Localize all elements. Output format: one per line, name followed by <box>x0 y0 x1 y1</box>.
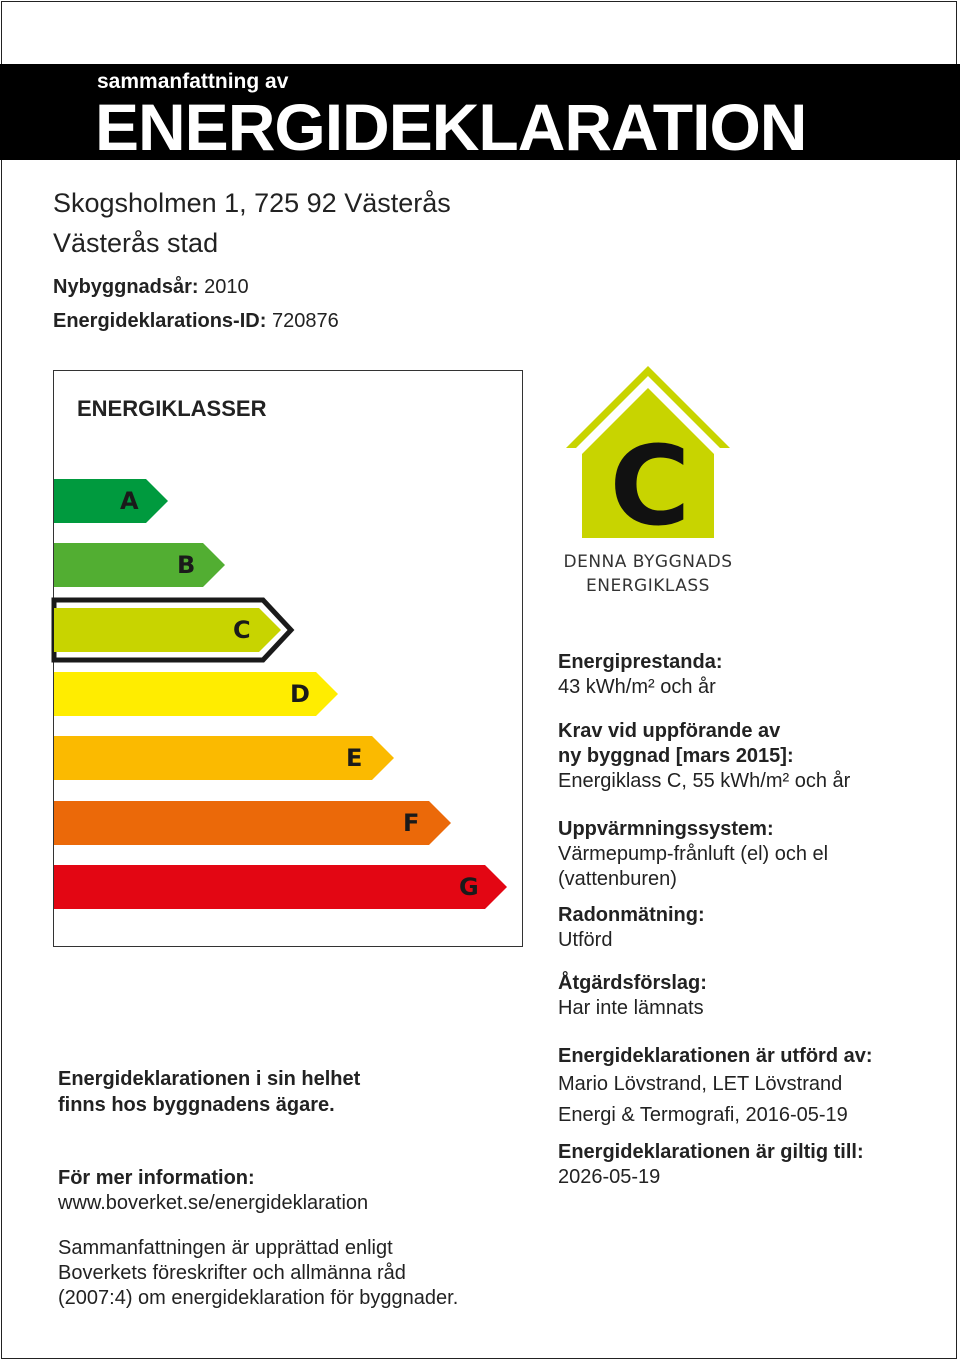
rating-letter: C <box>609 422 691 538</box>
requirement-label-line2: ny byggnad [mars 2015]: <box>558 745 794 767</box>
build-year-row <box>53 276 249 299</box>
performance-value: 43 kWh/m² och år <box>558 676 716 698</box>
heating-value-line1: Värmepump-frånluft (el) och el <box>558 843 829 865</box>
energy-class-arrow-e <box>54 736 402 780</box>
owner-note-line1: Energideklarationen i sin helhet <box>58 1068 361 1090</box>
declaration-id-label: Energideklarations-ID: <box>53 310 267 332</box>
header-subtitle: sammanfattning av <box>97 70 289 93</box>
rating-caption <box>558 550 738 598</box>
legal-note-line1: Sammanfattningen är upprättad enligt <box>58 1237 393 1259</box>
energy-class-letter-g: G <box>459 873 479 901</box>
heating-label: Uppvärmningssystem: <box>558 818 774 840</box>
energy-class-letter-e: E <box>346 744 363 772</box>
heating-value-line2: (vattenburen) <box>558 868 677 890</box>
energy-class-arrow-f <box>54 801 459 845</box>
build-year-label: Nybyggnadsår: <box>53 276 199 298</box>
header-title: ENERGIDEKLARATION <box>95 90 807 164</box>
energy-class-arrow-g <box>54 865 515 909</box>
energy-class-letter-a: A <box>120 487 139 515</box>
info-label: För mer information: <box>58 1167 255 1189</box>
performance-label: Energiprestanda: <box>558 651 723 673</box>
energy-class-letter-b: B <box>177 551 196 579</box>
legal-note-line3: (2007:4) om energideklaration för byggnader. <box>58 1287 459 1309</box>
house-icon <box>566 366 730 538</box>
valid-until-label: Energideklarationen är giltig till: <box>558 1141 864 1163</box>
energy-class-arrow-c <box>54 608 289 652</box>
performed-by-line2: Energi & Termografi, 2016-05-19 <box>558 1104 848 1126</box>
rating-caption-line2: ENERGIKLASS <box>586 576 710 596</box>
owner-note-line2: finns hos byggnadens ägare. <box>58 1094 335 1116</box>
energy-class-arrow-a <box>54 479 176 523</box>
energy-class-letter-f: F <box>403 809 420 837</box>
legal-note-line2: Boverkets föreskrifter och allmänna råd <box>58 1262 406 1284</box>
energy-class-letter-c: C <box>233 616 251 644</box>
rating-caption-line1: DENNA BYGGNADS <box>563 552 733 572</box>
energy-class-arrow-b <box>54 543 233 587</box>
energy-scale-title: ENERGIKLASSER <box>77 396 267 421</box>
radon-value: Utförd <box>558 929 613 951</box>
performed-by-label: Energideklarationen är utförd av: <box>558 1045 873 1067</box>
radon-label: Radonmätning: <box>558 904 705 926</box>
valid-until-value: 2026-05-19 <box>558 1166 661 1188</box>
property-address: Skogsholmen 1, 725 92 Västerås <box>53 188 451 218</box>
energy-class-arrow-d <box>54 672 346 716</box>
measures-value: Har inte lämnats <box>558 997 704 1019</box>
requirement-label-line1: Krav vid uppförande av <box>558 720 781 742</box>
declaration-id-row <box>53 310 339 333</box>
info-link[interactable]: www.boverket.se/energideklaration <box>58 1192 369 1214</box>
declaration-id-value: 720876 <box>271 310 339 332</box>
energy-class-letter-d: D <box>290 680 310 708</box>
performed-by-line1: Mario Lövstrand, LET Lövstrand <box>558 1073 843 1095</box>
measures-label: Åtgärdsförslag: <box>558 972 707 994</box>
requirement-value: Energiklass C, 55 kWh/m² och år <box>558 770 851 792</box>
build-year-value: 2010 <box>204 276 249 298</box>
property-municipality: Västerås stad <box>53 228 219 258</box>
